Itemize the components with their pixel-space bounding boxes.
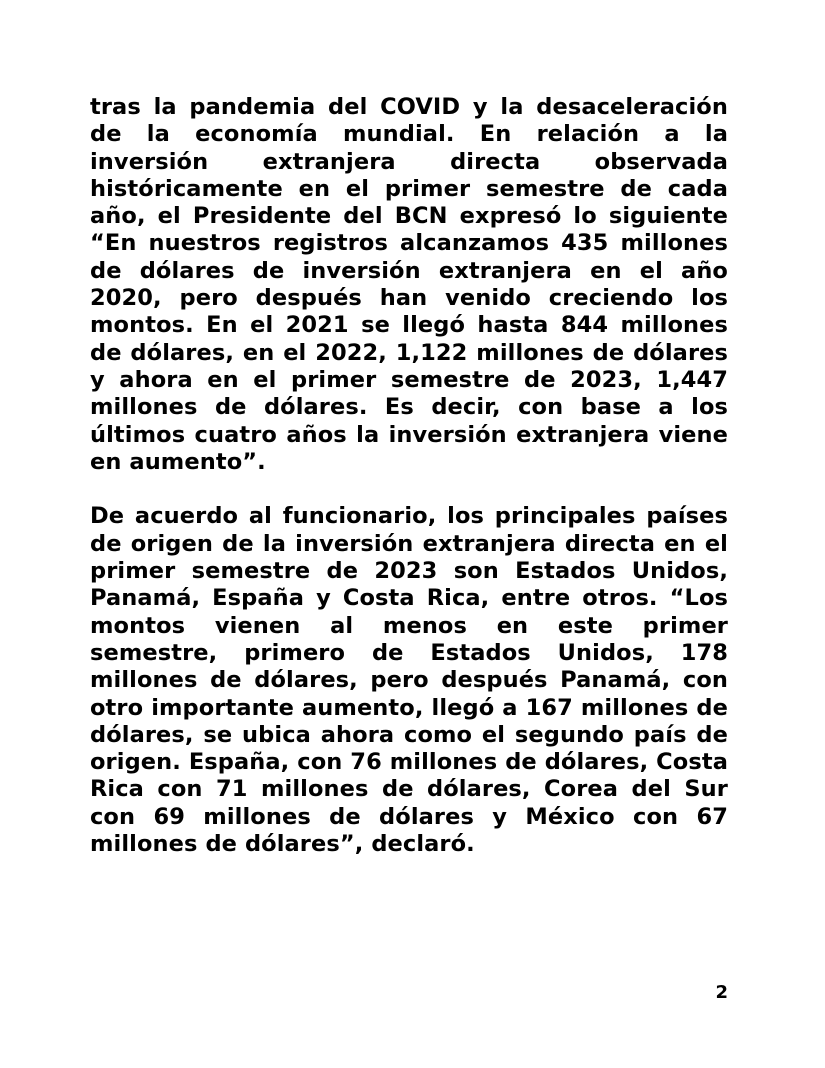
page-number: 2 <box>715 982 728 1003</box>
document-body <box>90 94 728 858</box>
paragraph-origin-countries: De acuerdo al funcionario, los principales países de origen de la inversión extranjera directa en el primer semestre de 2023 son Estados Unidos, Panamá, España y Costa Rica, entre otros. “Los montos vienen al menos en este primer semestre, primero de Estados Unidos, 178 millones de dólares, pero después Panamá, con otro importante aumento, llegó a 167 millones de dólares, se ubica ahora como el segundo país de origen. España, con 76 millones de dólares, Costa Rica con 71 millones de dólares, Corea del Sur con 69 millones de dólares y México con 67 millones de dólares”, declaró. <box>90 503 728 858</box>
paragraph-investment-history: tras la pandemia del COVID y la desaceleración de la economía mundial. En relación a la inversión extranjera directa observada históricamente en el primer semestre de cada año, el Presidente del BCN expresó lo siguiente “En nuestros registros alcanzamos 435 millones de dólares de inversión extranjera en el año 2020, pero después han venido creciendo los montos. En el 2021 se llegó hasta 844 millones de dólares, en el 2022, 1,122 millones de dólares y ahora en el primer semestre de 2023, 1,447 millones de dólares. Es decir, con base a los últimos cuatro años la inversión extranjera viene en aumento”. <box>90 94 728 475</box>
